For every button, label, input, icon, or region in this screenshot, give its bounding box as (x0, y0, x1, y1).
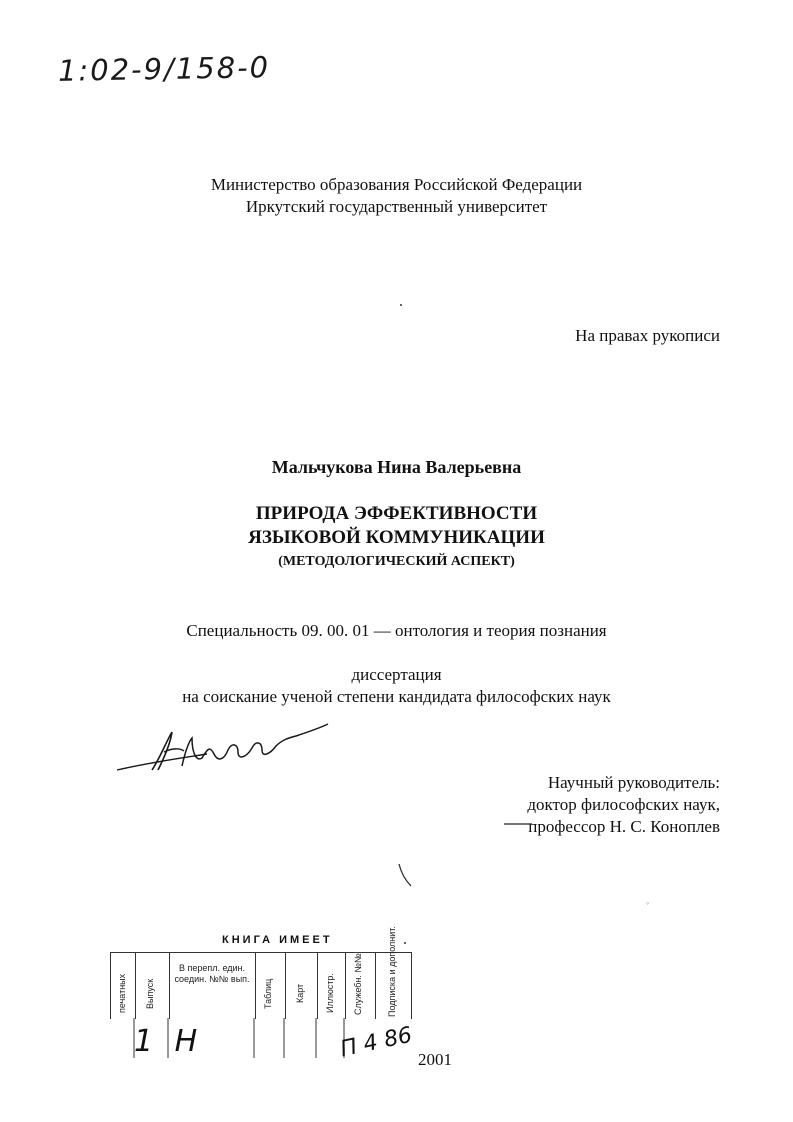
stamp-column (375, 926, 410, 1019)
author-name: Мальчукова Нина Валерьевна (271, 457, 522, 477)
stamp-column-label: Подписка и дополнит. (387, 926, 397, 1017)
stamp-column-label: Выпуск (145, 978, 155, 1009)
stamp-column-label: Служебн. №№ (353, 953, 363, 1015)
supervisor-degree: доктор философских наук, (527, 795, 720, 814)
publication-year: 2001 (418, 1050, 452, 1069)
stamp-column-label: Таблиц (263, 978, 273, 1009)
strike-mark (503, 818, 533, 830)
handwritten-catalog-number: 1:02-9/158-0 (57, 50, 271, 88)
title-line-2: ЯЗЫКОВОЙ КОММУНИКАЦИИ (248, 527, 545, 548)
stamp-column (317, 953, 346, 1019)
stamp-column-label: В перепл. един. соедин. №№ вып. (174, 963, 250, 984)
specialty: Специальность 09. 00. 01 — онтология и теория познания (186, 621, 607, 640)
signature (112, 718, 332, 778)
scan-speck (404, 942, 406, 944)
stamp-column-label: печатных (117, 973, 127, 1013)
stamp-column (285, 953, 318, 1019)
stamp-column (345, 953, 376, 1019)
stamp-column-label: Иллюстр. (325, 973, 335, 1013)
title-subtitle: (МЕТОДОЛОГИЧЕСКИЙ АСПЕКТ) (278, 554, 515, 569)
stamp-column (255, 953, 286, 1019)
dissertation-purpose: на соискание ученой степени кандидата философских наук (182, 687, 611, 706)
scan-speck (400, 304, 402, 306)
manuscript-note: На правах рукописи (575, 326, 720, 345)
stamp-column-label: Карт (295, 983, 305, 1003)
stamp-handwritten-code: П 4 86 (338, 1022, 415, 1063)
university-name: Иркутский государственный университет (245, 197, 548, 216)
stray-mark (397, 862, 413, 888)
supervisor-name: профессор Н. С. Коноплев (528, 817, 720, 836)
supervisor-label: Научный руководитель: (547, 773, 720, 792)
stamp-column (135, 953, 170, 1019)
stamp-column (111, 953, 136, 1019)
dissertation-type: диссертация (351, 665, 442, 684)
stamp-handwritten-values: 1 Н (134, 1024, 204, 1059)
stamp-column (169, 953, 256, 1019)
stamp-heading: КНИГА ИМЕЕТ (222, 934, 333, 946)
title-line-1: ПРИРОДА ЭФФЕКТИВНОСТИ (255, 503, 538, 524)
scan-speck: ◦ (646, 898, 650, 908)
ministry-name: Министерство образования Российской Федерации (210, 175, 583, 194)
